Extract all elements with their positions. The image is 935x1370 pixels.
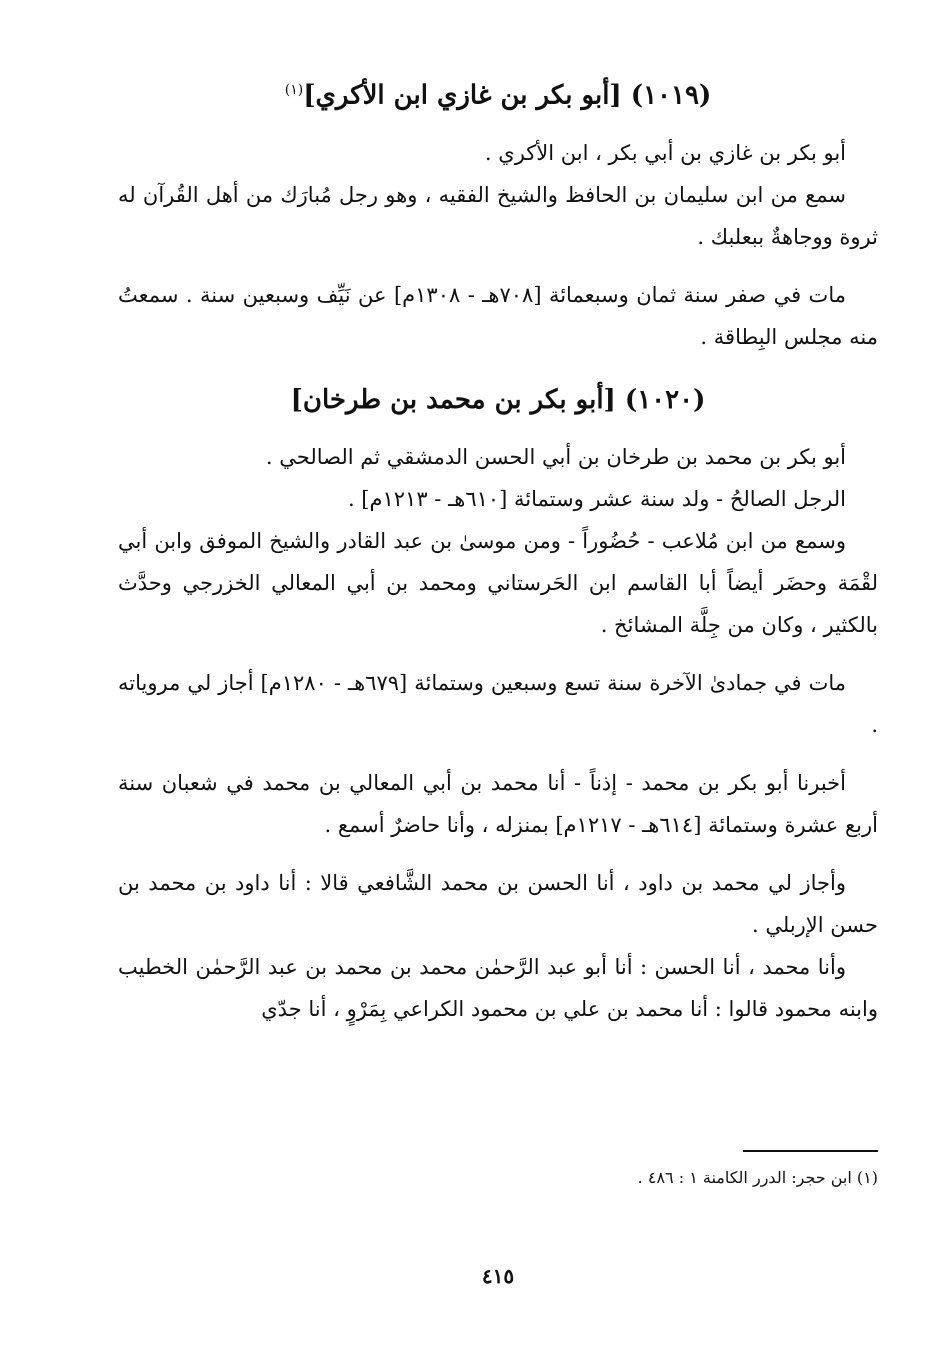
entry-heading-1019-text: (١٠١٩) [أبو بكر بن غازي ابن الأكري] [303,80,712,111]
paragraph-2: سمع من ابن سليمان بن الحافظ والشيخ الفقيه ، وهو رجل مُبارَك من أهل القُرآن له ثروة ووجاهةٌ ببعلبك . [118,182,878,249]
paragraph-4: أبو بكر بن محمد بن طرخان بن أبي الحسن الدمشقي ثم الصالحي . [265,444,846,469]
footnote-marker: (١) [284,82,304,98]
entry-heading-1019 [118,70,878,116]
page-number: ٤١٥ [481,1264,515,1288]
paragraph-3: مات في صفر سنة ثمان وسبعمائة [٧٠٨هـ - ١٣٠٨م] عن نَيِّف وسبعين سنة . سمعتُ منه مجلس البِطاقة . [118,282,878,349]
paragraph-10: وأنا محمد ، أنا الحسن : أنا أبو عبد الرَّحمٰن محمد بن محمد بن عبد الرَّحمٰن الخطيب وابنه محمود قالوا : أنا محمد بن علي بن محمود الكراعي بِمَرْوٍ ، أنا جدّي [118,954,878,1021]
paragraph-6: وسمع من ابن مُلاعب - حُضُوراً - ومن موسىٰ بن عبد القادر والشيخ الموفق وابن أبي لقْمَة وحضَر أيضاً أبا القاسم ابن الحَرستاني ومحمد بن أبي المعالي الخزرجي وحدَّث بالكثير ، وكان من جِلَّة المشائخ . [118,528,878,637]
paragraph-8: أخبرنا أبو بكر بن محمد - إذناً - أنا محمد بن أبي المعالي بن محمد في شعبان سنة أربع عشرة وستمائة [٦١٤هـ - ١٢١٧م] بمنزله ، وأنا حاضرٌ أسمع . [118,770,878,837]
paragraph-7: مات في جمادىٰ الآخرة سنة تسع وسبعين وستمائة [٦٧٩هـ - ١٢٨٠م] أجاز لي مروياته . [118,670,878,737]
paragraph-9: وأجاز لي محمد بن داود ، أنا الحسن بن محمد الشَّافعي قالا : أنا داود بن محمد بن حسن الإربلي . [118,870,878,937]
paragraph-1: أبو بكر بن غازي بن أبي بكر ، ابن الأكري . [484,140,846,165]
paragraph-5: الرجل الصالحُ - ولد سنة عشر وستمائة [٦١٠هـ - ١٢١٣م] . [347,486,846,511]
book-page [118,70,878,1288]
footnote-divider [743,1150,878,1152]
footnote: (١) ابن حجر: الدرر الكامنة ١ : ٤٨٦ . [637,1168,878,1187]
entry-heading-1020: (١٠٢٠) [أبو بكر بن محمد بن طرخان] [290,384,706,415]
